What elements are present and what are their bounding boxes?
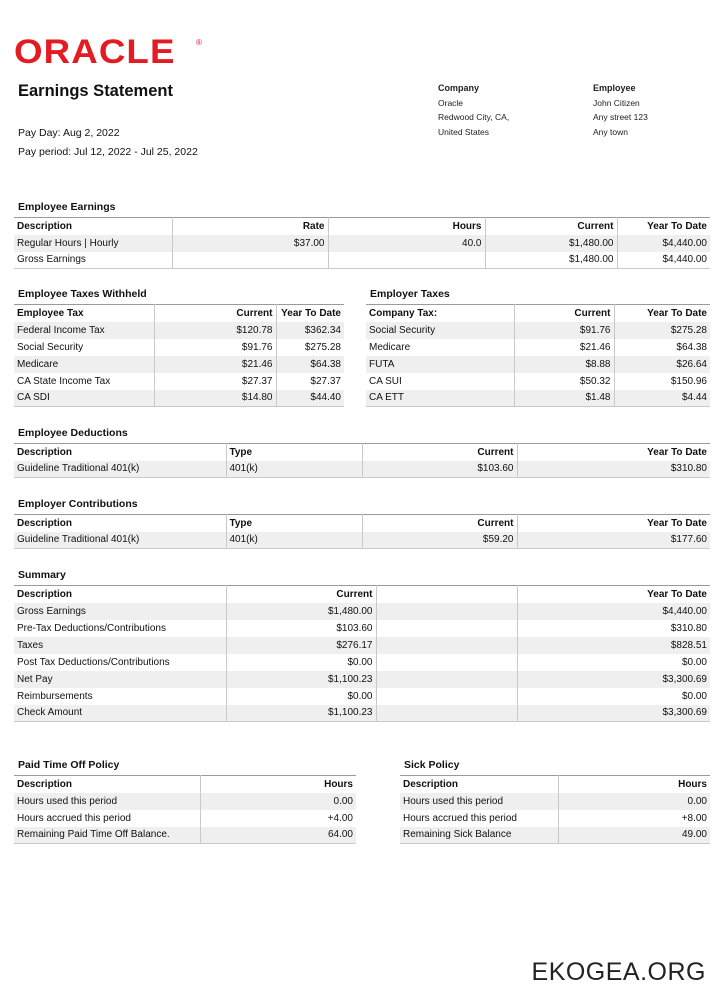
- cell: CA SDI: [14, 390, 154, 407]
- company-name: Oracle: [438, 97, 464, 108]
- col-hours: Hours: [328, 218, 485, 235]
- cell: $4,440.00: [617, 235, 710, 252]
- table-row: [14, 252, 710, 269]
- col-ytd: Year To Date: [276, 305, 344, 322]
- cell: Taxes: [14, 637, 226, 654]
- cell: $150.96: [614, 373, 710, 390]
- company-heading: Company: [438, 83, 480, 93]
- watermark: EKOGEA.ORG: [531, 958, 706, 986]
- cell: $310.80: [517, 620, 710, 637]
- cell: $275.28: [276, 339, 344, 356]
- cell: Check Amount: [14, 705, 226, 722]
- cell: $64.38: [614, 339, 710, 356]
- cell: Hours used this period: [14, 793, 200, 810]
- cell: $103.60: [362, 461, 517, 478]
- cell: 401(k): [226, 461, 362, 478]
- table-row: [400, 827, 710, 844]
- table-row: [14, 461, 710, 478]
- cell: $27.37: [276, 373, 344, 390]
- page-title: Earnings Statement: [18, 82, 173, 100]
- pto-title: Paid Time Off Policy: [18, 759, 120, 771]
- company-address-2: United States: [438, 126, 490, 137]
- cell: 401(k): [226, 532, 362, 549]
- cell: $21.46: [154, 356, 276, 373]
- table-row: [366, 356, 710, 373]
- col-current: Current: [362, 515, 517, 532]
- cell: Remaining Paid Time Off Balance.: [14, 827, 200, 844]
- cell: $362.34: [276, 322, 344, 339]
- cell: $177.60: [517, 532, 710, 549]
- employee-deductions-title: Employee Deductions: [18, 427, 128, 439]
- cell: 64.00: [200, 827, 356, 844]
- col-current: Current: [226, 586, 376, 603]
- cell: $1.48: [514, 390, 614, 407]
- cell: Regular Hours | Hourly: [14, 235, 172, 252]
- col-description: Description: [14, 586, 226, 603]
- employee-taxes-title: Employee Taxes Withheld: [18, 288, 147, 300]
- cell: $275.28: [614, 322, 710, 339]
- cell: Gross Earnings: [14, 252, 172, 269]
- cell: Remaining Sick Balance: [400, 827, 558, 844]
- cell: Reimbursements: [17, 690, 93, 702]
- cell: $1,480.00: [485, 235, 617, 252]
- cell: $1,480.00: [485, 252, 617, 269]
- table-row: [14, 373, 344, 390]
- cell: $0.00: [517, 688, 710, 705]
- employee-address-2: Any town: [593, 126, 628, 137]
- summary-table: [14, 585, 710, 722]
- cell: +8.00: [558, 810, 710, 827]
- cell: Social Security: [366, 322, 514, 339]
- col-ytd: Year To Date: [517, 586, 710, 603]
- col-description: Description: [14, 218, 172, 235]
- employer-contributions-table: [14, 514, 710, 549]
- cell: 0.00: [558, 793, 710, 810]
- cell: [376, 671, 517, 688]
- cell: $91.76: [514, 322, 614, 339]
- employee-address-1: Any street 123: [593, 112, 648, 122]
- col-hours: Hours: [558, 776, 710, 793]
- employee-heading: Employee: [593, 83, 636, 93]
- cell: Medicare: [369, 341, 411, 353]
- employee-name: John Citizen: [593, 97, 640, 108]
- cell: $103.60: [226, 620, 376, 637]
- cell: CA SUI: [369, 375, 402, 387]
- sick-table: [400, 775, 710, 844]
- table-row: [14, 356, 344, 373]
- table-row: [14, 654, 710, 671]
- table-row: [14, 810, 356, 827]
- cell: 0.00: [200, 793, 356, 810]
- cell: Hours accrued this period: [17, 812, 131, 824]
- cell: $50.32: [514, 373, 614, 390]
- cell: Pre-Tax Deductions/Contributions: [17, 622, 166, 634]
- table-row: [14, 322, 344, 339]
- table-row: [14, 620, 710, 637]
- col-description: Description: [14, 776, 200, 793]
- cell: Net Pay: [14, 671, 226, 688]
- cell: $91.76: [154, 339, 276, 356]
- col-hours: Hours: [200, 776, 356, 793]
- cell: $3,300.69: [517, 671, 710, 688]
- oracle-logo: [14, 33, 204, 71]
- cell: $276.17: [226, 637, 376, 654]
- col-ytd: Year To Date: [517, 444, 710, 461]
- cell: $59.20: [362, 532, 517, 549]
- cell: $44.40: [276, 390, 344, 407]
- cell: $120.78: [154, 322, 276, 339]
- cell: $3,300.69: [517, 705, 710, 722]
- table-row: [14, 793, 356, 810]
- pay-period: Pay period: Jul 12, 2022 - Jul 25, 2022: [18, 146, 198, 158]
- table-row: [400, 810, 710, 827]
- col-type: Type: [226, 515, 362, 532]
- table-row: [14, 339, 344, 356]
- col-ytd: Year To Date: [617, 218, 710, 235]
- col-company-tax: Company Tax:: [366, 305, 514, 322]
- logo-text: ORACLE: [14, 33, 176, 71]
- cell: Guideline Traditional 401(k): [14, 532, 226, 549]
- cell: $26.64: [614, 356, 710, 373]
- company-address-1: Redwood City, CA,: [438, 112, 510, 122]
- table-row: [366, 322, 710, 339]
- table-row: [14, 532, 710, 549]
- table-row: [366, 390, 710, 407]
- cell: [376, 603, 517, 620]
- cell: [376, 705, 517, 722]
- cell: Social Security: [17, 341, 84, 353]
- employee-info: [593, 81, 648, 139]
- cell: $0.00: [226, 688, 376, 705]
- table-row: [14, 705, 710, 722]
- cell: $1,100.23: [226, 705, 376, 722]
- cell: Federal Income Tax: [14, 322, 154, 339]
- cell: $4,440.00: [517, 603, 710, 620]
- cell: CA ETT: [366, 390, 514, 407]
- col-employee-tax: Employee Tax: [14, 305, 154, 322]
- cell: CA State Income Tax: [17, 375, 111, 387]
- employer-taxes-title: Employer Taxes: [370, 288, 450, 300]
- cell: [376, 688, 517, 705]
- cell: $828.51: [517, 637, 710, 654]
- col-current: Current: [514, 305, 614, 322]
- table-row: [14, 671, 710, 688]
- cell: [328, 252, 485, 269]
- cell: $0.00: [517, 654, 710, 671]
- cell: $8.88: [514, 356, 614, 373]
- col-ytd: Year To Date: [614, 305, 710, 322]
- cell: $1,480.00: [226, 603, 376, 620]
- table-row: [14, 688, 710, 705]
- cell: [376, 637, 517, 654]
- col-type: Type: [226, 444, 362, 461]
- earnings-title: Employee Earnings: [18, 201, 116, 213]
- table-row: [366, 373, 710, 390]
- cell: FUTA: [366, 356, 514, 373]
- sick-title: Sick Policy: [404, 759, 460, 771]
- registered-mark: ®: [196, 38, 202, 47]
- cell: 49.00: [558, 827, 710, 844]
- col-current: Current: [485, 218, 617, 235]
- col-rate: Rate: [172, 218, 328, 235]
- col-ytd: Year To Date: [517, 515, 710, 532]
- cell: $0.00: [226, 654, 376, 671]
- cell: [172, 252, 328, 269]
- company-info: [438, 81, 509, 139]
- table-row: [366, 339, 710, 356]
- col-description: Description: [14, 515, 226, 532]
- cell: Medicare: [14, 356, 154, 373]
- table-row: [14, 637, 710, 654]
- cell: $1,100.23: [226, 671, 376, 688]
- table-row: [400, 793, 710, 810]
- summary-title: Summary: [18, 569, 66, 581]
- employee-taxes-table: [14, 304, 344, 407]
- employer-contributions-title: Employer Contributions: [18, 498, 138, 510]
- table-row: [14, 235, 710, 252]
- cell: $4,440.00: [617, 252, 710, 269]
- col-description: Description: [400, 776, 558, 793]
- cell: $4.44: [614, 390, 710, 407]
- cell: $64.38: [276, 356, 344, 373]
- cell: $21.46: [514, 339, 614, 356]
- pto-table: [14, 775, 356, 844]
- cell: Gross Earnings: [14, 603, 226, 620]
- earnings-table: [14, 217, 710, 269]
- employee-deductions-table: [14, 443, 710, 478]
- col-current: Current: [362, 444, 517, 461]
- table-row: [14, 603, 710, 620]
- cell: [376, 654, 517, 671]
- col-current: Current: [154, 305, 276, 322]
- cell: Hours used this period: [400, 793, 558, 810]
- cell: +4.00: [200, 810, 356, 827]
- cell: Guideline Traditional 401(k): [14, 461, 226, 478]
- cell: [376, 620, 517, 637]
- table-row: [14, 827, 356, 844]
- cell: 40.0: [328, 235, 485, 252]
- cell: $14.80: [154, 390, 276, 407]
- cell: $37.00: [172, 235, 328, 252]
- cell: Post Tax Deductions/Contributions: [17, 656, 170, 668]
- employer-taxes-table: [366, 304, 710, 407]
- table-row: [14, 390, 344, 407]
- cell: Hours accrued this period: [403, 812, 517, 824]
- cell: $310.80: [517, 461, 710, 478]
- col-description: Description: [14, 444, 226, 461]
- cell: $27.37: [154, 373, 276, 390]
- col-blank: [376, 586, 517, 603]
- pay-day: Pay Day: Aug 2, 2022: [18, 127, 120, 139]
